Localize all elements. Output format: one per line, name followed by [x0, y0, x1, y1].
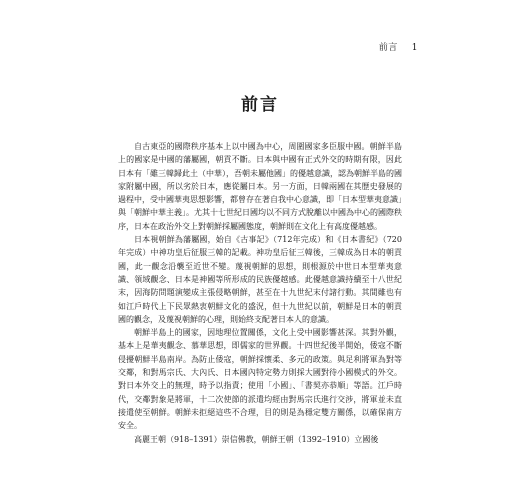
page-number: 1 [411, 43, 418, 53]
paragraph-1: 自古東亞的國際秩序基本上以中國為中心，周圍國家多臣服中國。朝鮮半島上的國家是中國的藩屬國，朝貢不斷。日本與中國有正式外交的時期有限，因此日本有「雖三韓歸此土（中華），吾朝未屬他國」的優越意識，認為朝鮮半島的國家附屬中國，所以劣於日本，應從屬日本。另一方面，日韓兩國在其歷史發展的過程中，受中國華夷思想影響，都曾存在著自我中心意識，即「日本型華夷意識」與「朝鮮中華主義」。尤其十七世紀日國均以不同方式脫離以中國為中心的國際秩序，日本在政治外交上對朝鮮採屬國態度，朝鮮則在文化上有高度優越感。 [118, 142, 402, 231]
running-header-section: 前言 [378, 43, 398, 53]
running-header [379, 40, 418, 53]
paragraph-3: 朝鮮半島上的國家，因地理位置關係，文化上受中國影響甚深。其對外觀，基本上是華夷觀念、慕華思想，即儒家的世界觀。十四世紀後半開始，倭寇不斷侵擾朝鮮半島南岸。為防止倭寇，朝鮮採懷柔、多元的政策。與足利將軍為對等交鄰，和對馬宗氏、大內氏、日本國內特定勢力則採大國對待小國模式的外交。對日本外交上的無理，時予以指責；使用「小國」、「書契亦恭順」等語。江戶時代，交鄰對象是將軍，十二次使節的派遣均經由對馬宗氏進行交涉，將軍並未直接遣使至朝鮮。朝鮮未拒絕這些不合理，目的則是為穩定雙方關係，以確保南方安全。 [118, 328, 402, 431]
body-text [118, 140, 402, 446]
paragraph-4: 高麗王朝（918–1391）崇信佛教，朝鮮王朝（1392–1910）立國後 [134, 434, 379, 444]
paragraph-2: 日本視朝鮮為藩屬國，始自《古事記》（712年完成）和《日本書紀》（720年完成）中神功皇后征服三韓的記載。神功皇后征三韓後，三韓成為日本的朝貢國，此一觀念沿襲至近世不變。蔑視朝鮮的思想，則根源於中世日本型華夷意識、領域觀念、日本是神國等所形成的民族優越感。此優越意識持續至十八世紀末，因海防問題演變成主張侵略朝鮮，甚至在十九世紀末付諸行動。其間雖也有如江戶時代上下民眾熱衷朝鮮文化的盛況，但十九世紀以前，朝鮮是日本的朝貢國的觀念，及蔑視朝鮮的心理，則始終支配著日本人的意識。 [118, 235, 402, 324]
page-title: 前言 [241, 95, 279, 115]
